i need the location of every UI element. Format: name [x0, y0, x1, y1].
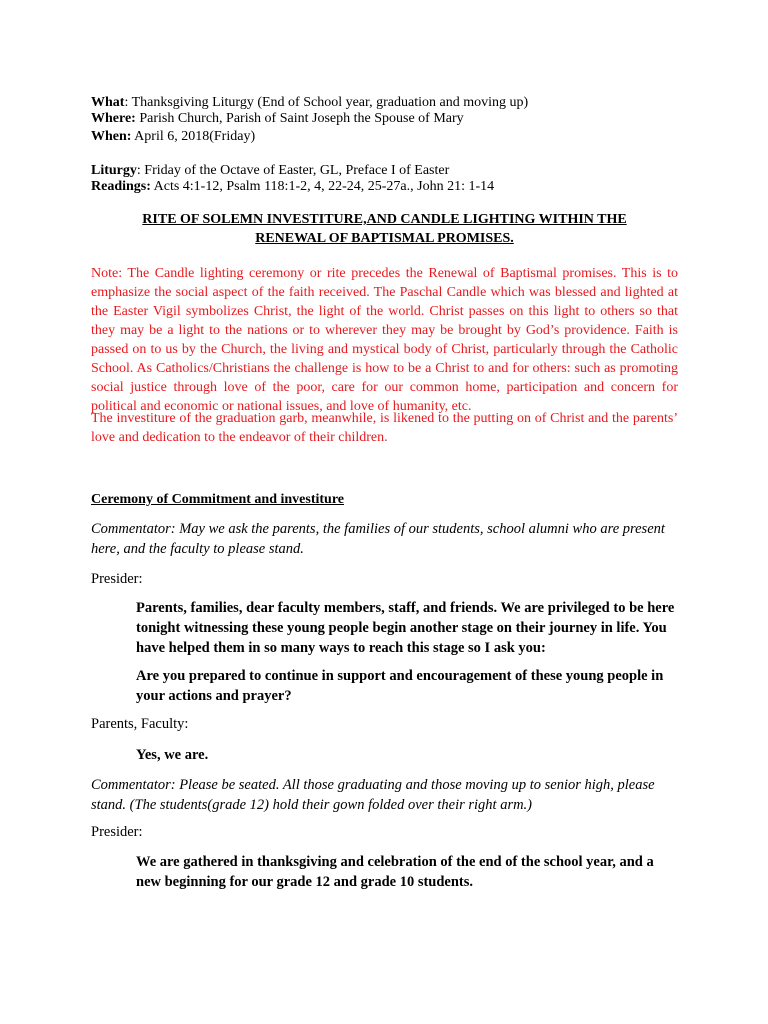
note-paragraph: Note: The Candle lighting ceremony or rite precedes the Renewal of Baptismal promises. This is to emphasize the social aspect of the faith received. The Paschal Candle which was blessed and lighted at the Easter Vigil symbolizes Christ, the light of the world. Christ passes on this light to others so that they may be a light to the nations or to wherever they may be brought by God’s providence. Faith is passed on to us by the Church, the living and mystical body of Christ, particularly through the Catholic School. As Catholics/Christians the challenge is how to be a Christ to and for others: such as promoting social justice through love of the poor, care for our common home, participation and concern for political and economic or national issues, and love of humanity, etc. [91, 266, 678, 414]
presider-label-2: Presider: [91, 824, 143, 840]
liturgy-label: Liturgy [91, 163, 137, 178]
commentator-instruction-1: Commentator: May we ask the parents, the families of our students, school alumni who are present here, and the faculty to please stand. [91, 521, 665, 557]
section-title: Ceremony of Commitment and investiture [91, 492, 345, 507]
where-value: Parish Church, Parish of Saint Joseph the Spouse of Mary [135, 111, 464, 126]
rite-title [91, 210, 678, 248]
rite-title-line2: RENEWAL OF BAPTISMAL PROMISES. [255, 231, 514, 246]
what-value: : Thanksgiving Liturgy (End of School year, graduation and moving up) [124, 95, 529, 110]
when-value: April 6, 2018(Friday) [131, 129, 256, 144]
when-line [91, 127, 255, 146]
readings-value: Acts 4:1-12, Psalm 118:1-2, 4, 22-24, 25-27a., John 21: 1-14 [150, 179, 495, 194]
where-line [91, 109, 464, 128]
investiture-note: The investiture of the graduation garb, meanwhile, is likened to the putting on of Christ and the parents’ love and dedication to the endeavor of their children. [91, 411, 678, 445]
parents-faculty-label: Parents, Faculty: [91, 716, 189, 732]
rite-title-line1: RITE OF SOLEMN INVESTITURE,AND CANDLE LIGHTING WITHIN THE [142, 212, 627, 227]
when-label: When: [91, 129, 132, 144]
readings-line [91, 177, 494, 196]
presider-speech-2: Are you prepared to continue in support and encouragement of these young people in your actions and prayer? [136, 668, 664, 704]
where-label: Where: [91, 111, 136, 126]
presider-speech-3: We are gathered in thanksgiving and celebration of the end of the school year, and a new beginning for our grade 12 and grade 10 students. [136, 854, 654, 890]
readings-label: Readings: [91, 179, 151, 194]
presider-label-1: Presider: [91, 571, 143, 587]
what-label: What [91, 95, 125, 110]
commentator-instruction-2: Commentator: Please be seated. All those graduating and those moving up to senior high, please stand. (The students(grade 12) hold their gown folded over their right arm.) [91, 777, 655, 813]
parents-faculty-response: Yes, we are. [136, 747, 209, 763]
presider-speech-1: Parents, families, dear faculty members, staff, and friends. We are privileged to be here tonight witnessing these young people begin another stage on their journey in life. You have helped them in so many ways to reach this stage so I ask you: [136, 600, 675, 656]
liturgy-value: : Friday of the Octave of Easter, GL, Preface I of Easter [136, 163, 450, 178]
